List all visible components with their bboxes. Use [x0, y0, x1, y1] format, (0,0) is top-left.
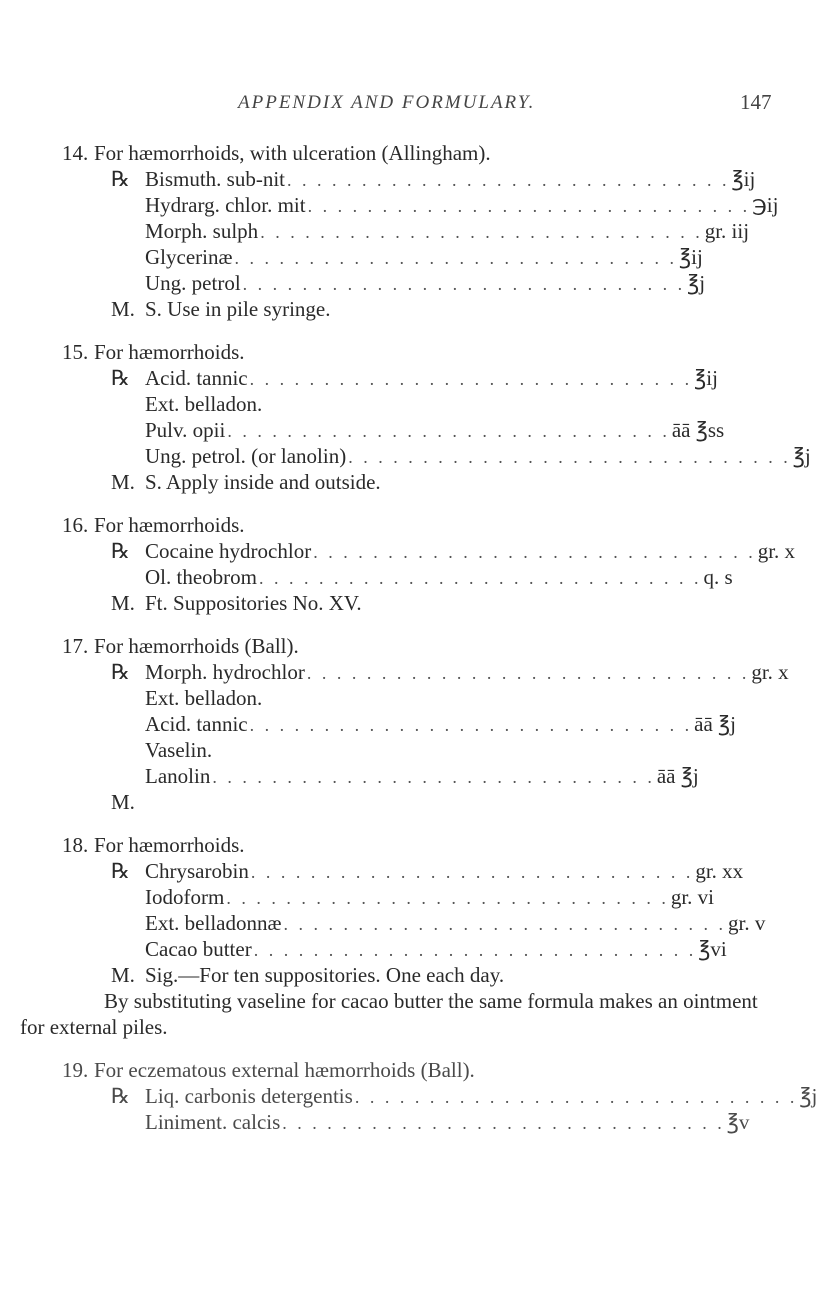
- ingredient-row: [0, 564, 800, 590]
- leader-dots: . . . . . . . . . . . . . . . . . . . . . . . . . . . . . .: [306, 663, 750, 683]
- formula-18: [0, 832, 800, 988]
- rx-symbol-icon: ℞: [111, 366, 130, 390]
- formula-number: 17.: [62, 634, 89, 658]
- ingredient-quantity: ℥j: [799, 1084, 817, 1108]
- formula-heading: [0, 633, 800, 659]
- ingredient-row: [0, 936, 800, 962]
- running-title: APPENDIX AND FORMULARY.: [238, 92, 536, 113]
- formula-15: [0, 339, 811, 495]
- ingredient-quantity: gr. xx: [695, 859, 744, 883]
- formula-title: For hæmorrhoids, with ulceration (Allingham).: [94, 141, 491, 165]
- formula-heading: [0, 512, 800, 538]
- ingredient-row: [0, 685, 800, 711]
- ingredient-name: Morph. sulph: [145, 219, 259, 243]
- page-number: 147: [740, 90, 772, 114]
- leader-dots: . . . . . . . . . . . . . . . . . . . . . . . . . . . . . .: [249, 715, 693, 735]
- rx-symbol-icon: ℞: [111, 660, 130, 684]
- leader-dots: . . . . . . . . . . . . . . . . . . . . . . . . . . . . . .: [282, 1113, 725, 1133]
- ingredient-row: [0, 1083, 817, 1109]
- leader-dots: . . . . . . . . . . . . . . . . . . . . . . . . . . . . . .: [227, 421, 670, 441]
- ingredient-name: Ext. belladonnæ: [145, 911, 282, 935]
- signa-line: [0, 469, 800, 495]
- ingredient-name: Ol. theobrom: [145, 565, 257, 589]
- ingredient-quantity: ℥ij: [678, 245, 703, 269]
- ingredient-row: [0, 538, 800, 564]
- ingredient-quantity: gr. x: [757, 539, 796, 563]
- ingredient-name: Acid. tannic: [145, 366, 248, 390]
- leader-dots: . . . . . . . . . . . . . . . . . . . . . . . . . . . . . .: [260, 222, 703, 242]
- ingredient-row: [0, 365, 800, 391]
- rx-symbol-icon: ℞: [111, 859, 130, 883]
- ingredient-quantity: āā ℥ss: [671, 418, 725, 442]
- formula-number: 18.: [62, 833, 89, 857]
- formula-17: [0, 633, 800, 815]
- ingredient-name: Liniment. calcis: [145, 1110, 281, 1134]
- ingredient-quantity: q. s: [703, 565, 733, 589]
- ingredient-quantity: gr. v: [727, 911, 766, 935]
- ingredient-row: [0, 858, 800, 884]
- formula-heading: [0, 1057, 800, 1083]
- leader-dots: . . . . . . . . . . . . . . . . . . . . . . . . . . . . . .: [313, 542, 756, 562]
- formula-note: By substituting vaseline for cacao butter the same formula makes an ointment for external piles.: [20, 989, 758, 1039]
- formula-number: 14.: [62, 141, 89, 165]
- formula-heading: [0, 832, 800, 858]
- formula-title: For eczematous external hæmorrhoids (Ball).: [94, 1058, 475, 1082]
- ingredient-quantity: gr. iij: [704, 219, 750, 243]
- ingredient-name: Acid. tannic: [145, 712, 248, 736]
- ingredient-quantity: ℥ij: [731, 167, 756, 191]
- ingredient-name: Morph. hydrochlor: [145, 660, 305, 684]
- ingredient-name: Cacao butter: [145, 937, 252, 961]
- ingredient-name: Ung. petrol: [145, 271, 241, 295]
- ingredient-quantity: āā ℥j: [694, 712, 736, 736]
- signa-text: Sig.—For ten suppositories. One each day.: [145, 963, 505, 987]
- signa-text: S. Use in pile syringe.: [145, 297, 331, 321]
- leader-dots: . . . . . . . . . . . . . . . . . . . . . . . . . . . . . .: [234, 248, 677, 268]
- ingredient-row: [0, 763, 800, 789]
- formula-number: 16.: [62, 513, 89, 537]
- ingredient-quantity: ℥ij: [694, 366, 718, 390]
- ingredient-name: Vaselin.: [145, 738, 213, 762]
- signa-label: M.: [111, 790, 135, 814]
- ingredient-name: Ext. belladon.: [145, 686, 263, 710]
- ingredient-row: [0, 417, 800, 443]
- formula-heading: [0, 140, 800, 166]
- page-header: [0, 92, 800, 122]
- leader-dots: . . . . . . . . . . . . . . . . . . . . . . . . . . . . . .: [354, 1087, 798, 1107]
- formula-title: For hæmorrhoids (Ball).: [94, 634, 299, 658]
- ingredient-row: [0, 166, 800, 192]
- ingredient-row: [0, 711, 800, 737]
- rx-symbol-icon: ℞: [111, 539, 130, 563]
- ingredient-name: Lanolin: [145, 764, 211, 788]
- formula-16: [0, 512, 800, 616]
- ingredient-name: Liq. carbonis detergentis: [145, 1084, 353, 1108]
- ingredient-row: [0, 244, 800, 270]
- ingredient-name: Ext. belladon.: [145, 392, 263, 416]
- ingredient-quantity: ℥j: [687, 271, 706, 295]
- leader-dots: . . . . . . . . . . . . . . . . . . . . . . . . . . . . . .: [226, 888, 669, 908]
- signa-label: M.: [111, 963, 135, 987]
- ingredient-row: [0, 270, 800, 296]
- ingredient-name: Pulv. opii: [145, 418, 226, 442]
- ingredient-quantity: ℥j: [792, 444, 811, 468]
- ingredient-name: Hydrarg. chlor. mit: [145, 193, 306, 217]
- ingredient-name: Ung. petrol. (or lanolin): [145, 444, 347, 468]
- ingredient-row: [0, 391, 800, 417]
- ingredient-row: [0, 659, 800, 685]
- formula-19: [0, 1057, 817, 1135]
- ingredient-name: Chrysarobin: [145, 859, 249, 883]
- leader-dots: . . . . . . . . . . . . . . . . . . . . . . . . . . . . . .: [348, 447, 791, 467]
- leader-dots: . . . . . . . . . . . . . . . . . . . . . . . . . . . . . .: [249, 369, 693, 389]
- ingredient-name: Bismuth. sub-nit: [145, 167, 286, 191]
- leader-dots: . . . . . . . . . . . . . . . . . . . . . . . . . . . . . .: [287, 170, 730, 190]
- ingredient-quantity: gr. x: [751, 660, 789, 684]
- rx-symbol-icon: ℞: [111, 167, 130, 191]
- signa-line: [0, 296, 800, 322]
- ingredient-row: [0, 443, 811, 469]
- ingredient-name: Glycerinæ: [145, 245, 233, 269]
- signa-text: Ft. Suppositories No. XV.: [145, 591, 362, 615]
- ingredient-name: Cocaine hydrochlor: [145, 539, 312, 563]
- leader-dots: . . . . . . . . . . . . . . . . . . . . . . . . . . . . . .: [253, 940, 697, 960]
- formula-14: [0, 140, 800, 322]
- formula-title: For hæmorrhoids.: [94, 340, 245, 364]
- ingredient-row: [0, 1109, 800, 1135]
- signa-line: [0, 590, 800, 616]
- ingredient-quantity: āā ℥j: [656, 764, 699, 788]
- leader-dots: . . . . . . . . . . . . . . . . . . . . . . . . . . . . . .: [212, 767, 655, 787]
- ingredient-quantity: ℥v: [726, 1110, 750, 1134]
- ingredient-row: [0, 737, 800, 763]
- leader-dots: . . . . . . . . . . . . . . . . . . . . . . . . . . . . . .: [258, 568, 702, 588]
- ingredient-row: [0, 884, 800, 910]
- formula-heading: [0, 339, 800, 365]
- leader-dots: . . . . . . . . . . . . . . . . . . . . . . . . . . . . . .: [242, 274, 686, 294]
- formula-title: For hæmorrhoids.: [94, 513, 245, 537]
- ingredient-row: [0, 910, 800, 936]
- signa-line: [0, 962, 800, 988]
- leader-dots: . . . . . . . . . . . . . . . . . . . . . . . . . . . . . .: [283, 914, 726, 934]
- ingredient-row: [0, 218, 800, 244]
- formula-number: 19.: [62, 1058, 89, 1082]
- ingredient-row: [0, 192, 800, 218]
- ingredient-quantity: ℥vi: [698, 937, 727, 961]
- signa-label: M.: [111, 297, 135, 321]
- ingredient-name: Iodoform: [145, 885, 225, 909]
- signa-label: M.: [111, 591, 135, 615]
- formula-number: 15.: [62, 340, 89, 364]
- signa-label: M.: [111, 470, 135, 494]
- leader-dots: . . . . . . . . . . . . . . . . . . . . . . . . . . . . . .: [307, 196, 751, 216]
- ingredient-quantity: gr. vi: [670, 885, 714, 909]
- signa-text: S. Apply inside and outside.: [145, 470, 381, 494]
- formula-title: For hæmorrhoids.: [94, 833, 245, 857]
- leader-dots: . . . . . . . . . . . . . . . . . . . . . . . . . . . . . .: [250, 862, 694, 882]
- signa-line: [0, 789, 800, 815]
- ingredient-quantity: ℈ij: [752, 193, 779, 217]
- rx-symbol-icon: ℞: [111, 1084, 130, 1108]
- formulary-content: [0, 140, 817, 1152]
